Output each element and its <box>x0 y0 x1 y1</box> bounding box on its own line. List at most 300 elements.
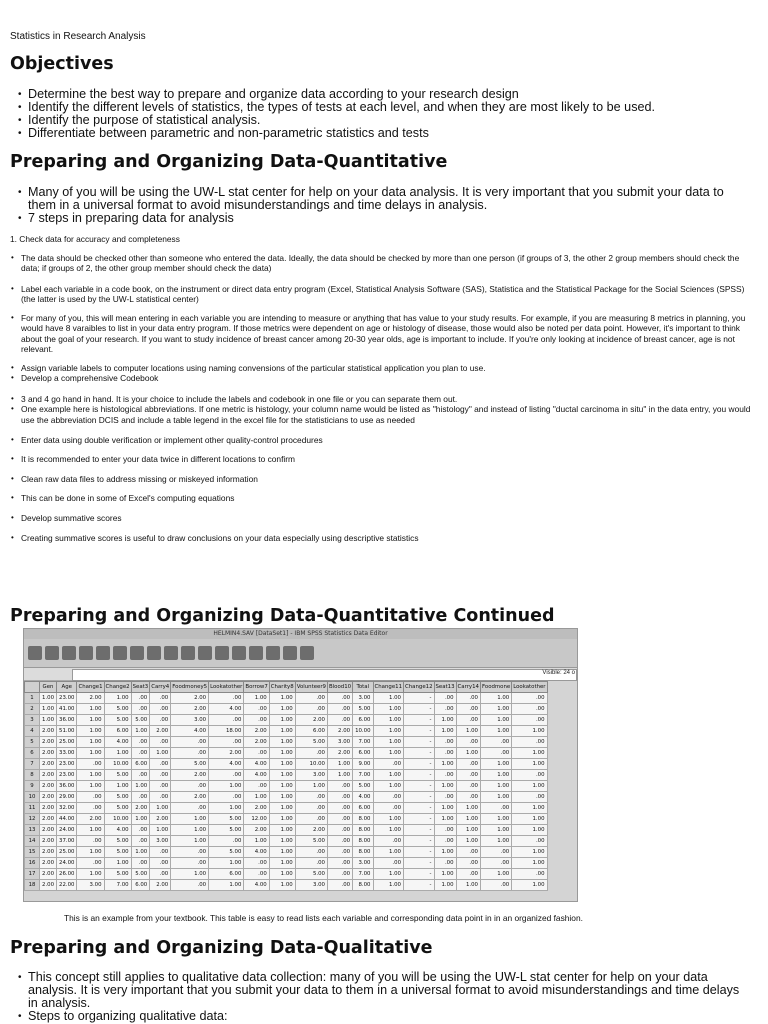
table-cell[interactable]: 1.00 <box>131 814 150 825</box>
table-cell[interactable]: 1.00 <box>269 737 295 748</box>
table-cell[interactable]: 1.00 <box>456 825 480 836</box>
table-cell[interactable]: .00 <box>131 737 150 748</box>
column-header[interactable]: Gen <box>40 682 57 693</box>
table-cell[interactable]: 3.00 <box>295 770 327 781</box>
table-cell[interactable]: 1.00 <box>512 847 547 858</box>
column-header[interactable]: Age <box>57 682 77 693</box>
table-cell[interactable]: 1.00 <box>269 825 295 836</box>
table-cell[interactable]: .00 <box>131 770 150 781</box>
table-cell[interactable]: .00 <box>480 803 511 814</box>
table-cell[interactable]: 1.00 <box>104 781 131 792</box>
table-cell[interactable]: 8.00 <box>353 814 373 825</box>
table-cell[interactable]: 1.00 <box>480 759 511 770</box>
table-cell[interactable]: 5.00 <box>131 869 150 880</box>
table-cell[interactable]: 1.00 <box>480 781 511 792</box>
table-cell[interactable]: .00 <box>327 880 352 891</box>
table-cell[interactable]: .00 <box>327 715 352 726</box>
table-cell[interactable]: 1.00 <box>512 814 547 825</box>
table-cell[interactable]: .00 <box>327 836 352 847</box>
table-cell[interactable]: 1.00 <box>269 715 295 726</box>
row-number[interactable]: 3 <box>25 715 40 726</box>
table-cell[interactable]: 2.00 <box>40 869 57 880</box>
table-cell[interactable]: 2.00 <box>40 847 57 858</box>
table-cell[interactable]: .00 <box>327 792 352 803</box>
table-cell[interactable]: 1.00 <box>434 726 456 737</box>
table-cell[interactable]: 5.00 <box>131 715 150 726</box>
table-cell[interactable]: 4.00 <box>171 726 209 737</box>
table-cell[interactable]: 7.00 <box>353 869 373 880</box>
table-cell[interactable]: .00 <box>171 737 209 748</box>
table-cell[interactable]: 1.00 <box>434 803 456 814</box>
table-cell[interactable]: 1.00 <box>456 726 480 737</box>
table-cell[interactable]: 1.00 <box>77 825 104 836</box>
table-cell[interactable]: 1.00 <box>512 825 547 836</box>
table-cell[interactable]: .00 <box>150 759 171 770</box>
table-cell[interactable]: 1.00 <box>480 825 511 836</box>
table-cell[interactable]: 1.00 <box>104 693 131 704</box>
table-cell[interactable]: 2.00 <box>40 748 57 759</box>
table-cell[interactable]: .00 <box>327 869 352 880</box>
table-cell[interactable]: .00 <box>456 781 480 792</box>
table-cell[interactable]: 7.00 <box>353 737 373 748</box>
table-cell[interactable]: .00 <box>480 737 511 748</box>
table-cell[interactable]: 1.00 <box>131 847 150 858</box>
table-cell[interactable]: 6.00 <box>295 726 327 737</box>
table-cell[interactable]: 5.00 <box>104 704 131 715</box>
row-number[interactable]: 16 <box>25 858 40 869</box>
table-cell[interactable]: 1.00 <box>269 770 295 781</box>
table-cell[interactable]: 5.00 <box>104 847 131 858</box>
table-cell[interactable]: .00 <box>171 847 209 858</box>
table-cell[interactable]: .00 <box>150 847 171 858</box>
column-header[interactable]: Change12 <box>404 682 435 693</box>
column-header[interactable]: Volunteer9 <box>295 682 327 693</box>
table-cell[interactable]: .00 <box>244 781 269 792</box>
table-cell[interactable]: .00 <box>456 792 480 803</box>
table-cell[interactable]: 1.00 <box>77 704 104 715</box>
table-cell[interactable]: 6.00 <box>353 748 373 759</box>
table-cell[interactable]: 8.00 <box>353 847 373 858</box>
table-cell[interactable]: 32.00 <box>57 803 77 814</box>
table-cell[interactable]: 1.00 <box>512 726 547 737</box>
table-cell[interactable]: 2.00 <box>244 737 269 748</box>
table-cell[interactable]: .00 <box>131 836 150 847</box>
table-cell[interactable]: 1.00 <box>373 726 404 737</box>
column-header[interactable]: Seat13 <box>434 682 456 693</box>
table-cell[interactable]: 5.00 <box>209 847 244 858</box>
table-cell[interactable]: 6.00 <box>131 759 150 770</box>
table-cell[interactable]: 4.00 <box>244 847 269 858</box>
table-cell[interactable]: 2.00 <box>40 858 57 869</box>
table-cell[interactable]: .00 <box>434 737 456 748</box>
table-cell[interactable]: 1.00 <box>456 814 480 825</box>
table-cell[interactable]: 1.00 <box>269 858 295 869</box>
table-cell[interactable]: 2.00 <box>327 726 352 737</box>
table-cell[interactable]: 2.00 <box>295 715 327 726</box>
table-cell[interactable]: 1.00 <box>512 759 547 770</box>
column-header[interactable]: Total <box>353 682 373 693</box>
table-cell[interactable]: 18.00 <box>209 726 244 737</box>
table-cell[interactable]: 1.00 <box>131 781 150 792</box>
table-cell[interactable]: 5.00 <box>104 803 131 814</box>
table-cell[interactable]: .00 <box>295 847 327 858</box>
table-cell[interactable]: 2.00 <box>40 770 57 781</box>
table-cell[interactable]: .00 <box>373 792 404 803</box>
table-cell[interactable]: 5.00 <box>209 825 244 836</box>
table-cell[interactable]: 1.00 <box>171 825 209 836</box>
column-header[interactable]: Borrow7 <box>244 682 269 693</box>
table-cell[interactable]: 1.00 <box>150 803 171 814</box>
table-cell[interactable]: 4.00 <box>353 792 373 803</box>
table-cell[interactable]: - <box>404 880 435 891</box>
table-cell[interactable]: 26.00 <box>57 869 77 880</box>
table-cell[interactable]: 1.00 <box>327 770 352 781</box>
table-cell[interactable]: .00 <box>373 858 404 869</box>
table-cell[interactable]: 10.00 <box>295 759 327 770</box>
table-cell[interactable]: 24.00 <box>57 858 77 869</box>
table-cell[interactable]: 33.00 <box>57 748 77 759</box>
table-cell[interactable]: 7.00 <box>353 770 373 781</box>
row-number[interactable]: 18 <box>25 880 40 891</box>
table-cell[interactable]: 6.00 <box>209 869 244 880</box>
table-cell[interactable]: .00 <box>77 803 104 814</box>
table-cell[interactable]: 1.00 <box>150 748 171 759</box>
table-cell[interactable]: 1.00 <box>131 726 150 737</box>
table-cell[interactable]: 24.00 <box>57 825 77 836</box>
table-cell[interactable]: 5.00 <box>104 715 131 726</box>
table-cell[interactable]: - <box>404 748 435 759</box>
table-cell[interactable]: 22.00 <box>57 880 77 891</box>
table-cell[interactable]: 1.00 <box>373 748 404 759</box>
table-cell[interactable]: 3.00 <box>77 880 104 891</box>
table-cell[interactable]: 5.00 <box>104 792 131 803</box>
table-cell[interactable]: .00 <box>327 693 352 704</box>
row-number[interactable]: 12 <box>25 814 40 825</box>
table-cell[interactable]: 1.00 <box>40 704 57 715</box>
table-cell[interactable]: 1.00 <box>269 759 295 770</box>
table-cell[interactable]: 1.00 <box>104 858 131 869</box>
table-cell[interactable]: - <box>404 693 435 704</box>
row-number[interactable]: 4 <box>25 726 40 737</box>
table-cell[interactable]: 1.00 <box>480 726 511 737</box>
table-cell[interactable]: .00 <box>131 792 150 803</box>
table-cell[interactable]: .00 <box>295 693 327 704</box>
table-cell[interactable]: 1.00 <box>512 858 547 869</box>
table-cell[interactable]: .00 <box>295 803 327 814</box>
table-cell[interactable]: 4.00 <box>209 759 244 770</box>
column-header[interactable]: Foodmone <box>480 682 511 693</box>
table-cell[interactable]: 25.00 <box>57 847 77 858</box>
table-cell[interactable]: .00 <box>150 770 171 781</box>
table-cell[interactable]: .00 <box>512 715 547 726</box>
row-number[interactable]: 15 <box>25 847 40 858</box>
table-cell[interactable]: .00 <box>373 803 404 814</box>
table-cell[interactable]: .00 <box>434 792 456 803</box>
table-cell[interactable]: 23.00 <box>57 770 77 781</box>
table-cell[interactable]: .00 <box>327 803 352 814</box>
table-cell[interactable]: 1.00 <box>456 803 480 814</box>
table-cell[interactable]: .00 <box>244 858 269 869</box>
column-header[interactable]: Foodmoney5 <box>171 682 209 693</box>
table-cell[interactable]: 1.00 <box>171 869 209 880</box>
table-cell[interactable]: .00 <box>373 836 404 847</box>
table-cell[interactable]: 1.00 <box>327 759 352 770</box>
table-cell[interactable]: 5.00 <box>104 836 131 847</box>
table-cell[interactable]: .00 <box>131 748 150 759</box>
table-cell[interactable]: .00 <box>456 770 480 781</box>
table-cell[interactable]: 5.00 <box>171 759 209 770</box>
table-cell[interactable]: .00 <box>209 792 244 803</box>
table-cell[interactable]: .00 <box>480 748 511 759</box>
table-cell[interactable]: 5.00 <box>295 737 327 748</box>
table-cell[interactable]: 1.00 <box>373 715 404 726</box>
table-cell[interactable]: 2.00 <box>244 726 269 737</box>
table-cell[interactable]: - <box>404 759 435 770</box>
table-cell[interactable]: 1.00 <box>434 847 456 858</box>
table-cell[interactable]: 12.00 <box>244 814 269 825</box>
table-cell[interactable]: 1.00 <box>373 825 404 836</box>
row-number[interactable]: 2 <box>25 704 40 715</box>
table-cell[interactable]: 4.00 <box>209 704 244 715</box>
table-cell[interactable]: .00 <box>456 847 480 858</box>
table-cell[interactable]: .00 <box>456 858 480 869</box>
column-header[interactable]: Change2 <box>104 682 131 693</box>
table-cell[interactable]: 5.00 <box>353 704 373 715</box>
table-cell[interactable]: .00 <box>150 792 171 803</box>
table-cell[interactable]: .00 <box>512 792 547 803</box>
column-header[interactable]: Carry14 <box>456 682 480 693</box>
table-cell[interactable]: 1.00 <box>40 715 57 726</box>
table-cell[interactable]: .00 <box>77 792 104 803</box>
table-cell[interactable]: .00 <box>456 715 480 726</box>
table-cell[interactable]: 2.00 <box>40 759 57 770</box>
row-number[interactable]: 11 <box>25 803 40 814</box>
row-number[interactable]: 14 <box>25 836 40 847</box>
column-header[interactable]: Lookatother <box>209 682 244 693</box>
table-cell[interactable]: 2.00 <box>40 814 57 825</box>
table-cell[interactable]: 6.00 <box>353 715 373 726</box>
table-cell[interactable]: .00 <box>512 770 547 781</box>
table-cell[interactable]: 1.00 <box>512 880 547 891</box>
table-cell[interactable]: 1.00 <box>40 693 57 704</box>
table-cell[interactable]: .00 <box>512 836 547 847</box>
table-cell[interactable]: - <box>404 858 435 869</box>
table-cell[interactable]: .00 <box>512 704 547 715</box>
table-cell[interactable]: .00 <box>209 737 244 748</box>
column-header[interactable]: Blood10 <box>327 682 352 693</box>
table-cell[interactable]: 5.00 <box>104 770 131 781</box>
table-cell[interactable]: 1.00 <box>373 737 404 748</box>
table-cell[interactable]: .00 <box>434 770 456 781</box>
table-cell[interactable]: .00 <box>456 693 480 704</box>
table-cell[interactable]: 23.00 <box>57 759 77 770</box>
table-cell[interactable]: 1.00 <box>77 715 104 726</box>
table-cell[interactable]: .00 <box>150 715 171 726</box>
table-cell[interactable]: 1.00 <box>480 770 511 781</box>
table-cell[interactable]: 2.00 <box>244 803 269 814</box>
table-cell[interactable]: 37.00 <box>57 836 77 847</box>
table-cell[interactable]: .00 <box>171 748 209 759</box>
table-cell[interactable]: 1.00 <box>456 748 480 759</box>
table-cell[interactable]: 1.00 <box>269 869 295 880</box>
table-cell[interactable]: .00 <box>512 869 547 880</box>
table-cell[interactable]: .00 <box>480 847 511 858</box>
table-cell[interactable]: 1.00 <box>77 726 104 737</box>
table-cell[interactable]: 1.00 <box>269 880 295 891</box>
table-cell[interactable]: 3.00 <box>353 858 373 869</box>
table-cell[interactable]: 2.00 <box>40 781 57 792</box>
table-cell[interactable]: 5.00 <box>209 814 244 825</box>
table-cell[interactable]: .00 <box>327 781 352 792</box>
table-cell[interactable]: .00 <box>150 858 171 869</box>
row-number[interactable]: 8 <box>25 770 40 781</box>
table-cell[interactable]: 1.00 <box>77 781 104 792</box>
table-cell[interactable]: .00 <box>327 704 352 715</box>
table-cell[interactable]: 1.00 <box>373 814 404 825</box>
table-cell[interactable]: 8.00 <box>353 825 373 836</box>
table-cell[interactable]: 1.00 <box>171 836 209 847</box>
table-cell[interactable]: 4.00 <box>104 737 131 748</box>
table-cell[interactable]: .00 <box>244 869 269 880</box>
table-cell[interactable]: 2.00 <box>40 792 57 803</box>
table-cell[interactable]: .00 <box>512 693 547 704</box>
row-number[interactable]: 7 <box>25 759 40 770</box>
table-cell[interactable]: 1.00 <box>456 836 480 847</box>
table-cell[interactable]: - <box>404 792 435 803</box>
table-cell[interactable]: 41.00 <box>57 704 77 715</box>
table-cell[interactable]: 1.00 <box>434 869 456 880</box>
table-cell[interactable]: .00 <box>295 748 327 759</box>
table-cell[interactable]: 25.00 <box>57 737 77 748</box>
row-number[interactable]: 5 <box>25 737 40 748</box>
row-number[interactable]: 10 <box>25 792 40 803</box>
column-header[interactable]: Lookatother <box>512 682 547 693</box>
table-cell[interactable]: .00 <box>480 880 511 891</box>
table-cell[interactable]: 2.00 <box>209 748 244 759</box>
table-cell[interactable]: 2.00 <box>40 880 57 891</box>
table-cell[interactable]: 2.00 <box>150 726 171 737</box>
table-cell[interactable]: .00 <box>512 737 547 748</box>
table-cell[interactable]: .00 <box>456 737 480 748</box>
table-cell[interactable]: .00 <box>77 759 104 770</box>
table-cell[interactable]: 1.00 <box>434 715 456 726</box>
table-cell[interactable]: 6.00 <box>104 726 131 737</box>
table-cell[interactable]: 1.00 <box>269 693 295 704</box>
table-cell[interactable]: 2.00 <box>77 814 104 825</box>
table-cell[interactable]: 1.00 <box>244 836 269 847</box>
table-cell[interactable]: 1.00 <box>480 869 511 880</box>
table-cell[interactable]: 1.00 <box>512 803 547 814</box>
table-cell[interactable]: 5.00 <box>104 869 131 880</box>
table-cell[interactable]: - <box>404 704 435 715</box>
table-cell[interactable]: 5.00 <box>295 869 327 880</box>
row-number[interactable]: 17 <box>25 869 40 880</box>
table-cell[interactable]: 1.00 <box>512 748 547 759</box>
table-cell[interactable]: 51.00 <box>57 726 77 737</box>
table-cell[interactable]: 1.00 <box>77 748 104 759</box>
table-cell[interactable]: 1.00 <box>104 748 131 759</box>
table-cell[interactable]: 3.00 <box>295 880 327 891</box>
table-cell[interactable]: 3.00 <box>353 693 373 704</box>
row-number[interactable]: 6 <box>25 748 40 759</box>
table-cell[interactable]: 1.00 <box>77 847 104 858</box>
row-number[interactable]: 13 <box>25 825 40 836</box>
table-cell[interactable]: 4.00 <box>244 880 269 891</box>
table-cell[interactable]: 36.00 <box>57 781 77 792</box>
table-cell[interactable]: 5.00 <box>353 781 373 792</box>
table-cell[interactable]: 10.00 <box>104 759 131 770</box>
table-cell[interactable]: 10.00 <box>353 726 373 737</box>
table-cell[interactable]: 2.00 <box>150 814 171 825</box>
table-cell[interactable]: 10.00 <box>104 814 131 825</box>
row-number[interactable]: 1 <box>25 693 40 704</box>
column-header[interactable]: Seat3 <box>131 682 150 693</box>
table-cell[interactable]: .00 <box>373 759 404 770</box>
table-cell[interactable]: 1.00 <box>77 737 104 748</box>
table-cell[interactable]: .00 <box>209 715 244 726</box>
table-cell[interactable]: - <box>404 737 435 748</box>
table-cell[interactable]: - <box>404 726 435 737</box>
table-cell[interactable]: 1.00 <box>480 792 511 803</box>
row-number[interactable]: 9 <box>25 781 40 792</box>
table-cell[interactable]: 2.00 <box>40 737 57 748</box>
table-cell[interactable]: 4.00 <box>104 825 131 836</box>
table-cell[interactable]: 44.00 <box>57 814 77 825</box>
table-cell[interactable]: .00 <box>171 858 209 869</box>
table-cell[interactable]: .00 <box>327 814 352 825</box>
table-cell[interactable]: .00 <box>295 792 327 803</box>
table-cell[interactable]: 1.00 <box>171 814 209 825</box>
table-cell[interactable]: 9.00 <box>353 759 373 770</box>
table-cell[interactable]: .00 <box>131 858 150 869</box>
table-cell[interactable]: 1.00 <box>373 781 404 792</box>
table-cell[interactable]: 1.00 <box>480 715 511 726</box>
table-cell[interactable]: 1.00 <box>269 803 295 814</box>
table-cell[interactable]: .00 <box>434 825 456 836</box>
table-cell[interactable]: - <box>404 770 435 781</box>
table-cell[interactable]: 1.00 <box>269 726 295 737</box>
table-cell[interactable]: - <box>404 814 435 825</box>
table-cell[interactable]: .00 <box>171 803 209 814</box>
table-cell[interactable]: - <box>404 869 435 880</box>
table-cell[interactable]: 1.00 <box>434 880 456 891</box>
table-cell[interactable]: .00 <box>295 704 327 715</box>
table-cell[interactable]: .00 <box>434 704 456 715</box>
table-cell[interactable]: .00 <box>150 737 171 748</box>
table-cell[interactable]: 1.00 <box>150 825 171 836</box>
table-cell[interactable]: 7.00 <box>104 880 131 891</box>
column-header[interactable]: Change1 <box>77 682 104 693</box>
table-cell[interactable]: - <box>404 847 435 858</box>
table-cell[interactable]: .00 <box>131 704 150 715</box>
table-cell[interactable]: 1.00 <box>269 704 295 715</box>
table-cell[interactable]: 2.00 <box>40 726 57 737</box>
table-cell[interactable]: 3.00 <box>171 715 209 726</box>
table-cell[interactable]: 1.00 <box>480 836 511 847</box>
table-cell[interactable]: .00 <box>327 847 352 858</box>
table-cell[interactable]: .00 <box>244 704 269 715</box>
table-cell[interactable]: 1.00 <box>209 803 244 814</box>
table-cell[interactable]: 2.00 <box>327 748 352 759</box>
table-cell[interactable]: - <box>404 781 435 792</box>
table-cell[interactable]: 1.00 <box>373 770 404 781</box>
table-cell[interactable]: 1.00 <box>434 759 456 770</box>
table-cell[interactable]: 1.00 <box>434 781 456 792</box>
table-cell[interactable]: 1.00 <box>456 880 480 891</box>
table-cell[interactable]: .00 <box>480 858 511 869</box>
table-cell[interactable]: .00 <box>131 693 150 704</box>
table-cell[interactable]: .00 <box>244 715 269 726</box>
